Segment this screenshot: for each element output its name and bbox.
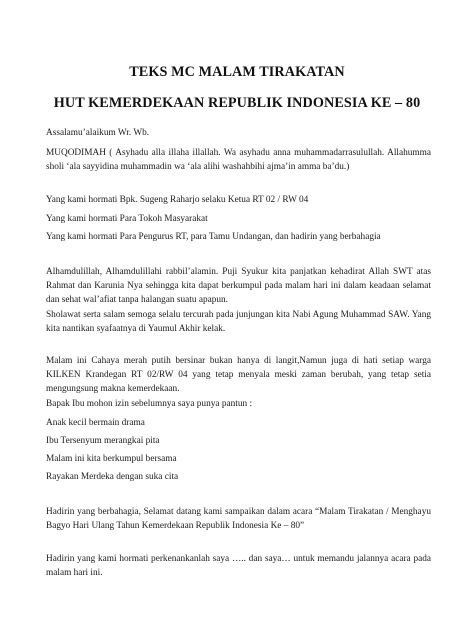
hadirin-paragraph-2: Hadirin yang kami hormati perkenankanlah saya ….. dan saya… untuk memandu jalannya acara pada malam hari ini. bbox=[46, 554, 431, 579]
pantun-line: Malam ini kita berkumpul bersama bbox=[46, 454, 177, 464]
pantun-line: Ibu Tersenyum merangkai pita bbox=[46, 436, 160, 446]
pantun-line: Rayakan Merdeka dengan suka cita bbox=[46, 472, 179, 482]
malam-paragraph: Malam ini Cahaya merah putih bersinar bukan hanya di langit,Namun juga di hati setiap warga KILKEN Krandegan RT 02/RW 04 yang tetap menyala meski zaman berubah, yang tetap setia mengungsung makna kemerdekaan. bbox=[46, 356, 431, 395]
greeting: Assalamu’alaikum Wr. Wb. bbox=[46, 128, 150, 138]
honor-line-1: Yang kami hormati Bpk. Sugeng Raharjo selaku Ketua RT 02 / RW 04 bbox=[46, 195, 309, 205]
pantun-intro: Bapak Ibu mohon izin sebelumnya saya punya pantun : bbox=[46, 399, 253, 409]
muqodimah-paragraph: MUQODIMAH ( Asyhadu alla illaha illallah. Wa asyhadu anna muhammadarrasulullah. Allahumma sholi ‘ala sayyidina muhammadin wa ‘ala alihi washahbihi ajma’in amma ba’du.) bbox=[46, 148, 431, 173]
hadirin-paragraph-1: Hadirin yang berbahagia, Selamat datang kami sampaikan dalam acara “Malam Tirakatan / Menghayu Bagyo Hari Ulang Tahun Kemerdekaan Republik Indonesia Ke – 80” bbox=[46, 507, 431, 532]
document-title: TEKS MC MALAM TIRAKATAN bbox=[129, 64, 345, 80]
document-subtitle: HUT KEMERDEKAAN REPUBLIK INDONESIA KE – 80 bbox=[53, 95, 421, 111]
alhamdulillah-paragraph: Alhamdulillah, Alhamdulillahi rabbil’alamin. Puji Syukur kita panjatkan kehadirat Allah SWT atas Rahmat dan Karunia Nya sehingga kita dapat berkumpul pada malam hari ini dalam keadaan selamat dan sehat wal’afiat tanpa halangan suatu apapun. bbox=[46, 267, 431, 306]
pantun-line: Anak kecil bermain drama bbox=[46, 418, 145, 428]
honor-line-2: Yang kami hormati Para Tokoh Masyarakat bbox=[46, 214, 208, 224]
sholawat-paragraph: Sholawat serta salam semoga selalu tercurah pada junjungan kita Nabi Agung Muhammad SAW. Yang kita nantikan syafaatnya di Yaumul Akhir kelak. bbox=[46, 310, 431, 335]
honor-line-3: Yang kami hormati Para Pengurus RT, para Tamu Undangan, dan hadirin yang berbahagia bbox=[46, 232, 381, 242]
